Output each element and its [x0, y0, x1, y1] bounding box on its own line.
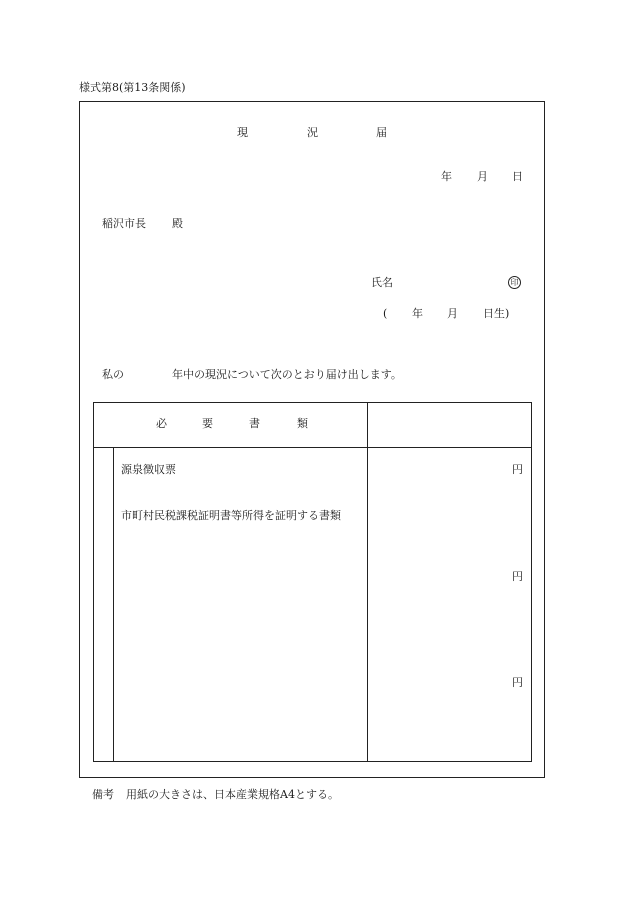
statement-body: 年中の現況について次のとおり届け出します。 — [172, 368, 402, 381]
date-month: 月 — [477, 170, 488, 183]
table-column-divider — [367, 403, 368, 761]
title-char-1: 現 — [237, 126, 248, 139]
remark-text: 用紙の大きさは、日本産業規格A4とする。 — [126, 788, 339, 801]
header-char-2: 要 — [202, 417, 213, 430]
addressee-mayor: 稲沢市長 — [102, 217, 146, 230]
form-label: 様式第8(第13条関係) — [79, 81, 186, 94]
seal-char: 印 — [508, 276, 521, 289]
header-char-3: 書 — [249, 417, 260, 430]
document-item-2: 市町村民税課税証明書等所得を証明する書類 — [121, 509, 341, 522]
statement-prefix: 私の — [102, 368, 124, 381]
remark-label: 備考 — [92, 788, 114, 801]
currency-unit-1: 円 — [512, 463, 523, 476]
birth-year: 年 — [412, 307, 423, 320]
currency-unit-3: 円 — [512, 676, 523, 689]
table-header-divider — [94, 447, 531, 448]
title-char-2: 況 — [307, 126, 318, 139]
currency-unit-2: 円 — [512, 570, 523, 583]
addressee-honorific: 殿 — [172, 217, 183, 230]
birth-open-paren: ( — [383, 307, 388, 320]
birth-month: 月 — [447, 307, 458, 320]
date-year: 年 — [441, 170, 452, 183]
seal-mark — [508, 276, 521, 289]
date-day: 日 — [512, 170, 523, 183]
title-char-3: 届 — [376, 126, 387, 139]
applicant-name-label: 氏名 — [371, 276, 393, 289]
documents-table — [93, 402, 532, 762]
birth-day: 日生) — [483, 307, 510, 320]
table-indent-divider — [113, 447, 114, 761]
document-item-1: 源泉徴収票 — [121, 463, 176, 476]
header-char-1: 必 — [156, 417, 167, 430]
header-char-4: 類 — [297, 417, 308, 430]
